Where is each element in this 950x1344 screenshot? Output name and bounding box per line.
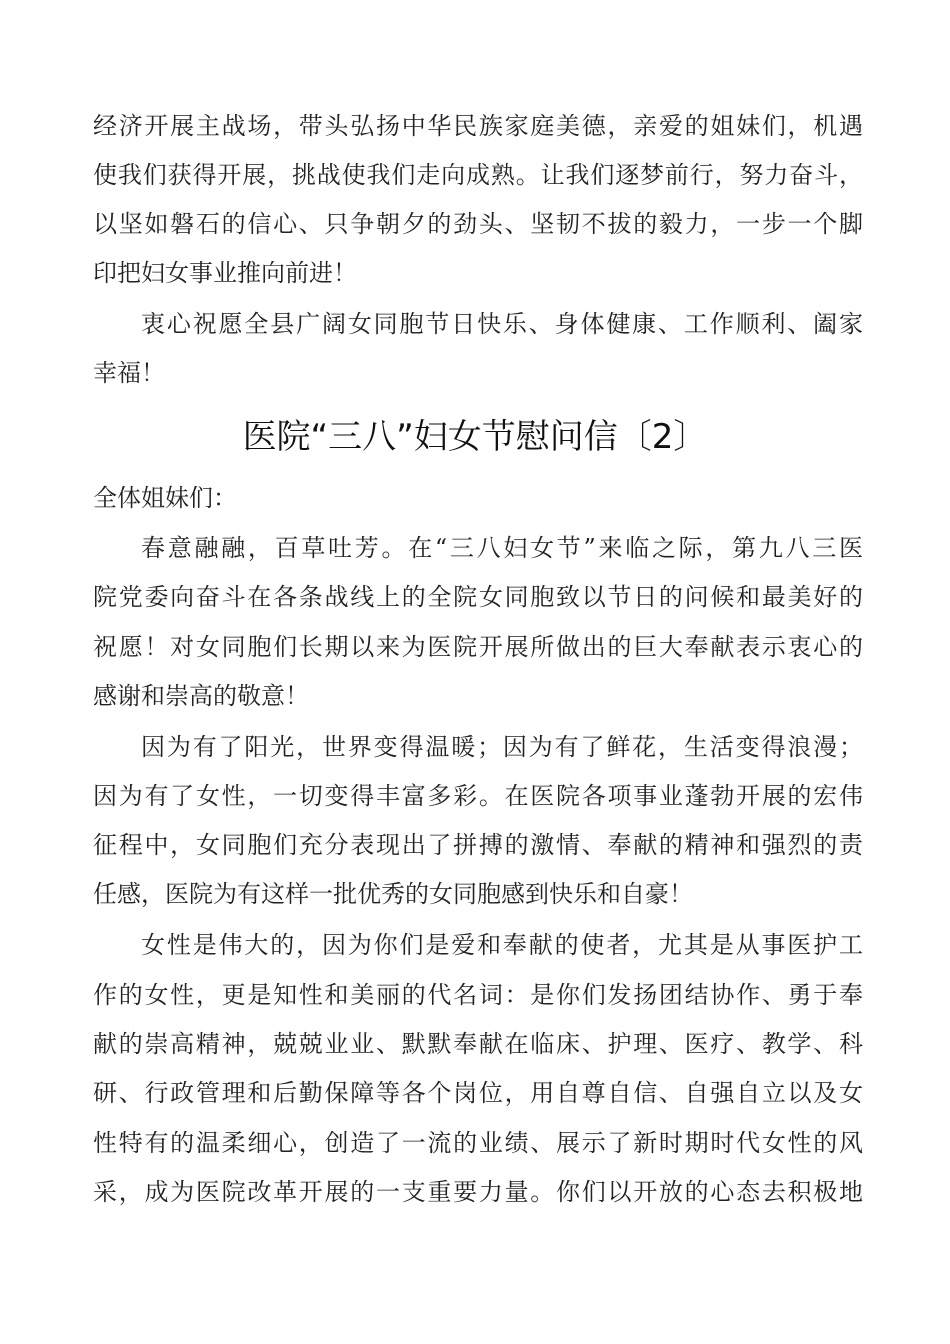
paragraph-line: 任感，医院为有这样一批优秀的女同胞感到快乐和自豪！ bbox=[93, 880, 693, 908]
paragraph-line: 院党委向奋斗在各条战线上的全院女同胞致以节日的问候和最美好的 bbox=[93, 583, 863, 611]
salutation: 全体姐妹们： bbox=[93, 484, 237, 512]
letter-title: 医院“三八”妇女节慰问信〔2〕 bbox=[242, 417, 708, 457]
paragraph-line: 因为有了阳光，世界变得温暖；因为有了鲜花，生活变得浪漫； bbox=[141, 733, 863, 761]
paragraph-line: 以坚如磐石的信心、只争朝夕的劲头、坚韧不拔的毅力，一步一个脚 bbox=[93, 210, 863, 238]
paragraph-line: 性特有的温柔细心，创造了一流的业绩、展示了新时期时代女性的风 bbox=[93, 1129, 863, 1157]
paragraph-line: 征程中，女同胞们充分表现出了拼搏的激情、奉献的精神和强烈的责 bbox=[93, 831, 863, 859]
paragraph-line: 印把妇女事业推向前进！ bbox=[93, 259, 357, 287]
paragraph-line: 作的女性，更是知性和美丽的代名词：是你们发扬团结协作、勇于奉 bbox=[93, 981, 863, 1009]
paragraph-line: 采，成为医院改革开展的一支重要力量。你们以开放的心态去积极地 bbox=[93, 1178, 863, 1206]
paragraph-line: 幸福！ bbox=[93, 359, 165, 387]
paragraph-line: 经济开展主战场，带头弘扬中华民族家庭美德，亲爱的姐妹们，机遇 bbox=[93, 112, 863, 140]
paragraph-line: 使我们获得开展，挑战使我们走向成熟。让我们逐梦前行，努力奋斗， bbox=[93, 161, 863, 189]
paragraph-line: 感谢和崇高的敬意！ bbox=[93, 682, 309, 710]
paragraph-line: 春意融融，百草吐芳。在“三八妇女节”来临之际，第九八三医 bbox=[141, 534, 863, 562]
paragraph-line: 因为有了女性，一切变得丰富多彩。在医院各项事业蓬勃开展的宏伟 bbox=[93, 782, 863, 810]
paragraph-line: 研、行政管理和后勤保障等各个岗位，用自尊自信、自强自立以及女 bbox=[93, 1079, 863, 1107]
paragraph-line: 献的崇高精神，兢兢业业、默默奉献在临床、护理、医疗、教学、科 bbox=[93, 1030, 863, 1058]
paragraph-line: 衷心祝愿全县广阔女同胞节日快乐、身体健康、工作顺利、阖家 bbox=[141, 310, 863, 338]
paragraph-line: 祝愿！对女同胞们长期以来为医院开展所做出的巨大奉献表示衷心的 bbox=[93, 633, 863, 661]
paragraph-line: 女性是伟大的，因为你们是爱和奉献的使者，尤其是从事医护工 bbox=[141, 931, 863, 959]
